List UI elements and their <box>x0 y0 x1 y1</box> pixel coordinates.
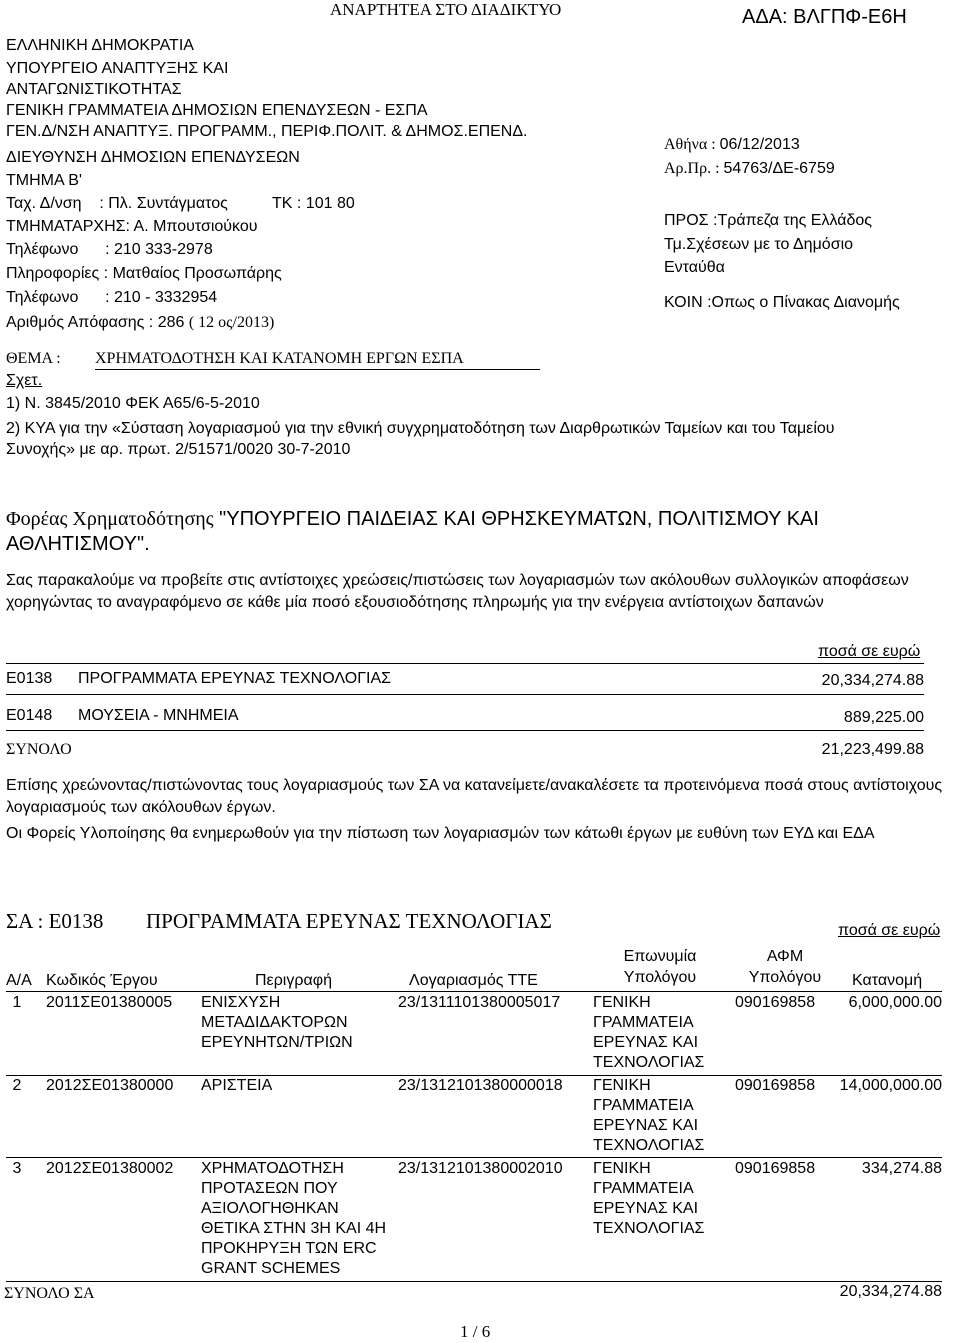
posted-online-notice: ΑΝΑΡΤΗΤΕΑ ΣΤΟ ΔΙΑΔΙΚΤΥΟ <box>330 0 562 19</box>
row-entity: ΓΕΝΙΚΗ ΓΡΑΜΜΑΤΕΙΑ ΕΡΕΥΝΑΣ ΚΑΙ ΤΕΧΝΟΛΟΓΙΑΣ <box>593 994 705 1071</box>
sender-line: ΥΠΟΥΡΓΕΙΟ ΑΝΑΠΤΥΞΗΣ ΚΑΙ <box>6 60 229 77</box>
decision-label: Αριθμός Απόφασης : <box>6 314 154 331</box>
sender-phone-2: Τηλέφωνο : 210 - 3332954 <box>6 289 218 306</box>
col-afm: ΑΦΜ Υπολόγου <box>748 948 822 986</box>
row-aa: 3 <box>12 1160 22 1177</box>
cc-line: ΚΟΙΝ :Οπως ο Πίνακας Διανομής <box>664 294 900 311</box>
protocol-line <box>664 160 835 178</box>
summary-name: ΠΡΟΓΡΑΜΜΑΤΑ ΕΡΕΥΝΑΣ ΤΕΧΝΟΛΟΓΙΑΣ <box>78 670 392 687</box>
sender-address: Ταχ. Δ/νση : Πλ. Συντάγματος ΤΚ : 101 80 <box>6 195 355 212</box>
reference-label: Σχετ. <box>6 372 43 389</box>
sender-line: ΓΕΝΙΚΗ ΓΡΑΜΜΑΤΕΙΑ ΔΗΜΟΣΙΩΝ ΕΠΕΝΔΥΣΕΩΝ - ΕΣΠΑ <box>6 102 428 119</box>
amounts-header: ποσά σε ευρώ <box>818 643 921 660</box>
sender-line: ΔΙΕΥΘΥΝΣΗ ΔΗΜΟΣΙΩΝ ΕΠΕΝΔΥΣΕΩΝ <box>6 149 300 166</box>
row-account: 23/1312101380000018 <box>398 1077 563 1094</box>
protocol-label: Αρ.Πρ. : <box>664 160 724 177</box>
summary-amount: 20,334,274.88 <box>821 672 924 689</box>
row-afm: 090169858 <box>735 994 816 1011</box>
row-account: 23/1311101380005017 <box>398 994 561 1011</box>
subject-text: ΧΡΗΜΑΤΟΔΟΤΗΣΗ ΚΑΙ ΚΑΤΑΝΟΜΗ ΕΡΓΩΝ ΕΣΠΑ <box>95 350 464 367</box>
table-rule <box>6 730 924 731</box>
sa-title: ΠΡΟΓΡΑΜΜΑΤΑ ΕΡΕΥΝΑΣ ΤΕΧΝΟΛΟΓΙΑΣ <box>146 909 552 933</box>
note-paragraph-2: Οι Φορείς Υλοποίησης θα ενημερωθούν για την πίστωση των λογαριασμών των κάτωθι έργων με ευθύνη των ΕΥΔ και ΕΔΑ <box>6 825 875 842</box>
date-value: 06/12/2013 <box>719 136 800 153</box>
table-rule <box>6 1157 942 1158</box>
sender-line: ΑΝΤΑΓΩΝΙΣΤΙΚΟΤΗΤΑΣ <box>6 81 182 98</box>
to-line: ΠΡΟΣ :Τράπεζα της Ελλάδος <box>664 212 872 229</box>
page-number: 1 / 6 <box>460 1322 491 1341</box>
row-aa: 2 <box>12 1077 22 1094</box>
row-aa: 1 <box>12 994 22 1011</box>
decision-number: 286 <box>157 314 185 331</box>
to-city: Ενταύθα <box>664 259 725 276</box>
summary-code: Ε0148 <box>6 707 53 724</box>
row-desc: ΕΝΙΣΧΥΣΗ ΜΕΤΑΔΙΔΑΚΤΟΡΩΝ ΕΡΕΥΝΗΤΩΝ/ΤΡΙΩΝ <box>201 994 353 1051</box>
date-line <box>664 136 800 154</box>
col-entity: Επωνυμία Υπολόγου <box>623 948 697 986</box>
row-code: 2011ΣΕ01380005 <box>46 994 173 1011</box>
row-entity: ΓΕΝΙΚΗ ΓΡΑΜΜΑΤΕΙΑ ΕΡΕΥΝΑΣ ΚΑΙ ΤΕΧΝΟΛΟΓΙΑΣ <box>593 1160 705 1237</box>
col-code: Κωδικός Έργου <box>46 972 158 989</box>
row-entity: ΓΕΝΙΚΗ ΓΡΑΜΜΑΤΕΙΑ ΕΡΕΥΝΑΣ ΚΑΙ ΤΕΧΝΟΛΟΓΙΑΣ <box>593 1077 705 1154</box>
summary-code: Ε0138 <box>6 670 53 687</box>
date-label: Αθήνα : <box>664 136 720 153</box>
col-account: Λογαριασμός ΤΤΕ <box>409 972 538 989</box>
summary-total-amount: 21,223,499.88 <box>821 741 924 758</box>
subject-underline <box>95 369 540 370</box>
table-rule <box>6 991 942 992</box>
sender-info: Πληροφορίες : Ματθαίος Προσωπάρης <box>6 265 282 282</box>
summary-total-label: ΣΥΝΟΛΟ <box>6 741 72 758</box>
sender-line: ΕΛΛΗΝΙΚΗ ΔΗΜΟΚΡΑΤΙΑ <box>6 37 194 54</box>
row-amount: 14,000,000.00 <box>839 1077 942 1094</box>
row-afm: 090169858 <box>735 1160 816 1177</box>
row-account: 23/1312101380002010 <box>398 1160 563 1177</box>
sa-amounts-header: ποσά σε ευρώ <box>838 922 941 939</box>
ada-code: ΑΔΑ: ΒΛΓΠΦ-Ε6Η <box>742 6 907 28</box>
row-desc: ΧΡΗΜΑΤΟΔΟΤΗΣΗ ΠΡΟΤΑΣΕΩΝ ΠΟΥ ΑΞΙΟΛΟΓΗΘΗΚΑΝ ΘΕΤΙΚΑ ΣΤΗΝ 3Η ΚΑΙ 4Η ΠΡΟΚΗΡΥΞΗ ΤΩΝ ERC GRANT SCHEMES <box>201 1160 387 1277</box>
summary-name: ΜΟΥΣΕΙΑ - ΜΝΗΜΕΙΑ <box>78 707 239 724</box>
col-aa: Α/Α <box>6 972 32 989</box>
row-desc: ΑΡΙΣΤΕΙΑ <box>201 1077 273 1094</box>
decision-suffix: ( 12 ος/2013) <box>188 314 275 331</box>
reference-1: 1) Ν. 3845/2010 ΦΕΚ Α65/6-5-2010 <box>6 395 260 412</box>
protocol-value: 54763/ΔΕ-6759 <box>723 160 835 177</box>
sa-total-label: ΣΥΝΟΛΟ ΣΑ <box>4 1285 95 1302</box>
sender-line: ΤΜΗΜΑΤΑΡΧΗΣ: Α. Μπουτσιούκου <box>6 218 258 235</box>
col-allocation: Κατανομή <box>852 972 923 989</box>
row-afm: 090169858 <box>735 1077 816 1094</box>
row-amount: 334,274.88 <box>861 1160 942 1177</box>
row-code: 2012ΣΕ01380002 <box>46 1160 174 1177</box>
row-code: 2012ΣΕ01380000 <box>46 1077 174 1094</box>
reference-2: 2) ΚΥΑ για την «Σύσταση λογαριασμού για την εθνική συγχρηματοδότηση των Διαρθρωτικών Ταμείων και του Ταμείου Συνοχής» με αρ. πρωτ. 2/51571/0020 30-7-2010 <box>6 420 835 458</box>
table-rule <box>6 663 924 664</box>
col-desc: Περιγραφή <box>255 972 332 989</box>
sa-total-amount: 20,334,274.88 <box>839 1283 942 1300</box>
funder-name: "ΥΠΟΥΡΓΕΙΟ ΠΑΙΔΕΙΑΣ ΚΑΙ ΘΡΗΣΚΕΥΜΑΤΩΝ, ΠΟΛΙΤΙΣΜΟΥ ΚΑΙ ΑΘΛΗΤΙΣΜΟΥ". <box>6 508 819 555</box>
note-paragraph-1: Επίσης χρεώνοντας/πιστώνοντας τους λογαριασμούς των ΣΑ να κατανείμετε/ανακαλέσετε τα προτεινόμενα ποσά στους αντίστοιχους λογαριασμούς των ακόλουθων έργων. <box>6 777 943 816</box>
sender-phone: Τηλέφωνο : 210 333-2978 <box>6 241 213 258</box>
decision-line <box>6 314 274 332</box>
request-paragraph: Σας παρακαλούμε να προβείτε στις αντίστοιχες χρεώσεις/πιστώσεις των λογαριασμών των ακόλουθων συλλογικών αποφάσεων χορηγώντας το αναγραφόμενο σε κάθε μία ποσό εξουσιοδότησης πληρωμής για την ενέργεια αντίστοιχων δαπανών <box>6 572 909 611</box>
summary-amount: 889,225.00 <box>843 709 924 726</box>
sa-label: ΣΑ : Ε0138 <box>6 909 104 933</box>
subject-label: ΘΕΜΑ : <box>6 350 61 367</box>
row-amount: 6,000,000.00 <box>848 994 942 1011</box>
funder-label: Φορέας Χρηματοδότησης <box>6 508 214 530</box>
sender-line: ΤΜΗΜΑ Β' <box>6 172 82 189</box>
to-dept: Τμ.Σχέσεων με το Δημόσιο <box>664 236 854 253</box>
funder-line <box>6 507 946 557</box>
table-rule <box>6 694 924 695</box>
sender-line: ΓΕΝ.Δ/ΝΣΗ ΑΝΑΠΤΥΞ. ΠΡΟΓΡΑΜΜ., ΠΕΡΙΦ.ΠΟΛΙΤ. & ΔΗΜΟΣ.ΕΠΕΝΔ. <box>6 123 528 140</box>
